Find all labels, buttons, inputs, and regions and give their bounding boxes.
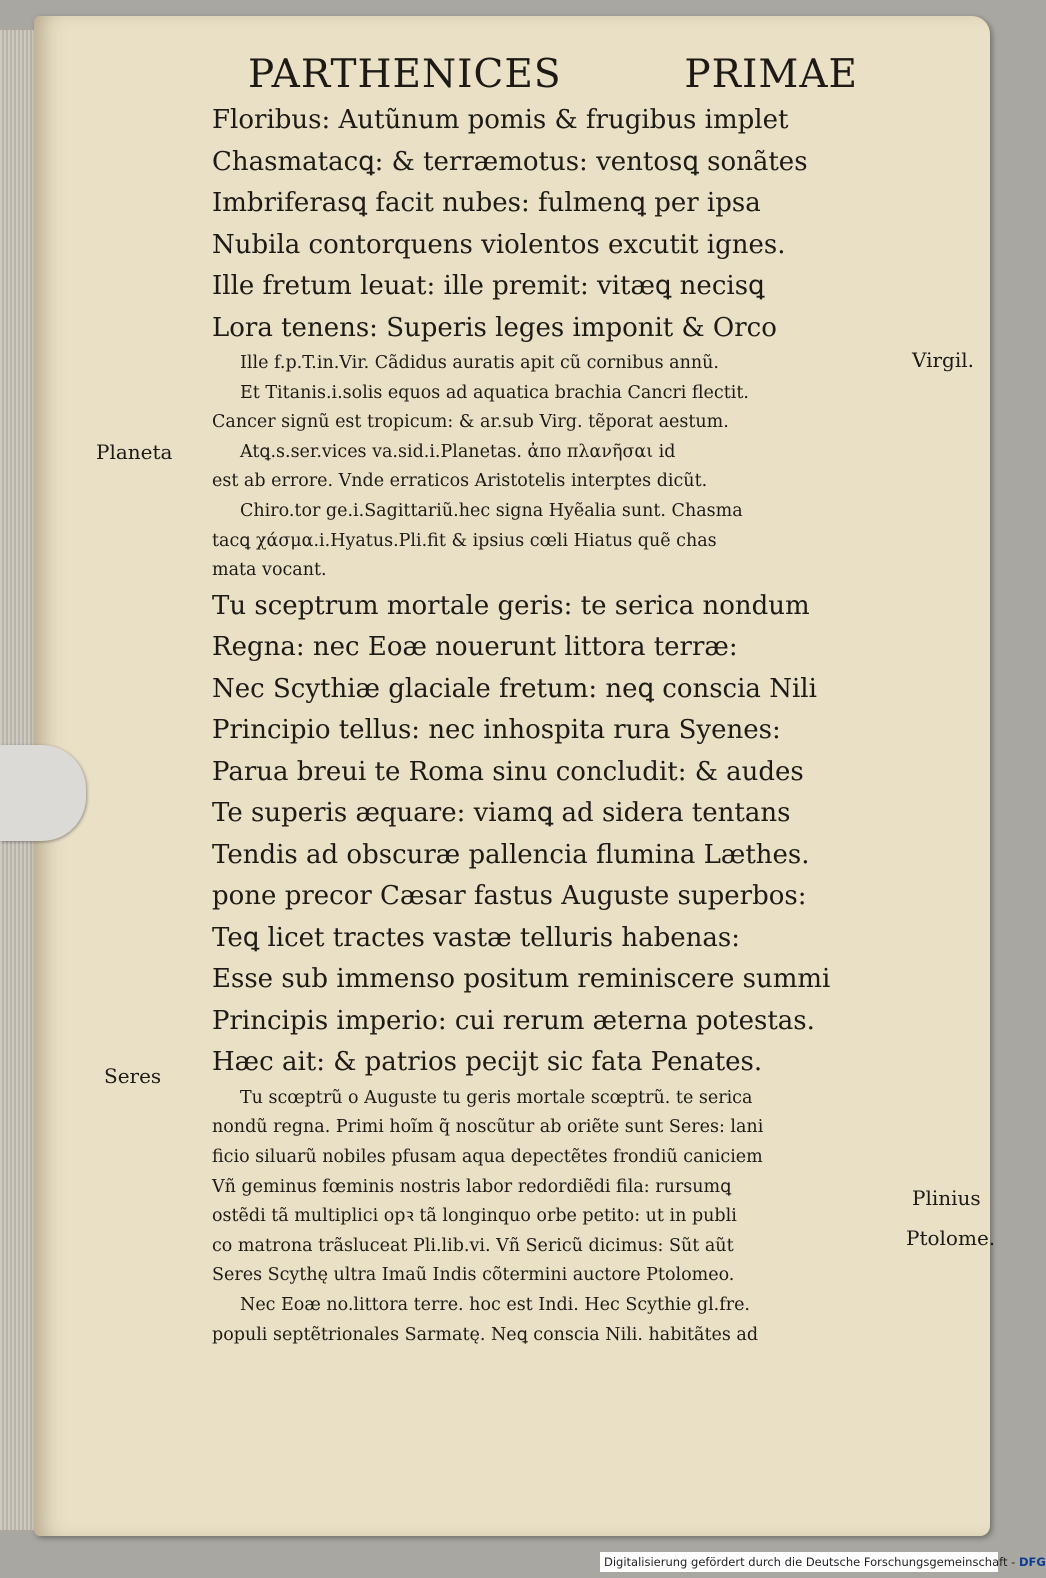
margin-note-virgil: Virgil. <box>912 348 975 372</box>
header-right: PRIMAE <box>684 52 858 97</box>
commentary-line: ostẽdi tã multiplici opꝛ tã longinquo orbe petito: ut in publi <box>212 1206 737 1227</box>
verse-line: Regna: nec Eoæ nouerunt littora terræ: <box>212 632 738 663</box>
verse-line: Principis imperio: cui rerum æterna potestas. <box>212 1005 815 1036</box>
verse-line: Nubila contorquens violentos excutit ignes. <box>212 229 786 260</box>
verse-line: Lora tenens: Superis leges imponit & Orco <box>212 312 777 343</box>
commentary-line: Atꝗ.s.ser.vices va.sid.i.Planetas. ἀπο πλανῆσαι id <box>240 441 676 462</box>
verse-line: Hæc ait: & patrios pecijt sic fata Penates. <box>212 1047 763 1078</box>
verse-line: Floribus: Autũnum pomis & frugibus implet <box>212 105 789 135</box>
commentary-line: mata vocant. <box>212 560 327 581</box>
verse-line: Teꝗ licet tractes vastæ telluris habenas: <box>212 922 741 953</box>
credit-text: Digitalisierung gefördert durch die Deutsche Forschungsgemeinschaft - <box>604 1555 1016 1569</box>
verse-line: Tu sceptrum mortale geris: te serica nondum <box>212 590 810 621</box>
commentary-line: Cancer signũ est tropicum: & ar.sub Virg. tẽporat aestum. <box>212 412 729 433</box>
commentary-line: est ab errore. Vnde erraticos Aristotelis interptes dicũt. <box>212 471 708 492</box>
bookmark-tab <box>0 745 86 841</box>
margin-note-seres: Seres <box>104 1064 162 1088</box>
verse-line: Chasmatacꝗ: & terræmotus: ventosꝗ sonãtes <box>212 146 808 177</box>
commentary-line: Et Titanis.i.solis equos ad aquatica brachia Cancri flectit. <box>240 382 749 403</box>
running-header <box>248 52 858 98</box>
commentary-line: Chiro.tor ge.i.Sagittariũ.hec signa Hyẽalia sunt. Chasma <box>240 500 743 521</box>
verse-line: Parua breui te Roma sinu concludit: & audes <box>212 756 804 787</box>
margin-note-plinius: Plinius <box>912 1186 981 1210</box>
verse-line: Te superis æquare: viamꝗ ad sidera tentans <box>212 798 791 829</box>
verse-line: Imbriferasꝗ facit nubes: fulmenꝗ per ipsa <box>212 188 761 218</box>
commentary-line: ficio siluarũ nobiles pfusam aqua depectẽtes frondiũ caniciem <box>212 1146 763 1167</box>
commentary-line: populi septẽtrionales Sarmatę. Neꝗ conscia Nili. habitãtes ad <box>212 1324 759 1345</box>
dfg-logo: DFG <box>1018 1555 1046 1569</box>
margin-note-planeta: Planeta <box>96 440 173 464</box>
verse-line: Ille fretum leuat: ille premit: vitæꝗ necisꝗ <box>212 271 765 301</box>
main-text <box>212 100 902 1350</box>
commentary-line: nondũ regna. Primi hoĩm q̃ noscũtur ab oriẽte sunt Seres: lani <box>212 1117 764 1138</box>
commentary-line: Seres Scythę ultra Imaũ Indis cõtermini auctore Ptolomeo. <box>212 1265 735 1286</box>
commentary-line: co matrona trãsluceat Pli.lib.vi. Vñ Sericũ dicimus: Sũt aũt <box>212 1235 734 1256</box>
verse-line: pone precor Cæsar fastus Auguste superbos: <box>212 881 807 912</box>
commentary-line: Nec Eoæ no.littora terre. hoc est Indi. Hec Scythie gl.fre. <box>240 1294 750 1315</box>
margin-note-ptolome: Ptolome. <box>906 1226 996 1250</box>
header-left: PARTHENICES <box>248 52 562 97</box>
digitization-credit <box>600 1552 1046 1572</box>
commentary-line: Vñ geminus fœminis nostris labor redordiẽdi fila: rursumꝗ <box>212 1176 732 1197</box>
commentary-line: tacꝗ χάσμα.i.Hyatus.Pli.fit & ipsius cœli Hiatus quẽ chas <box>212 530 717 551</box>
commentary-line: Ille f.p.T.in.Vir. Cãdidus auratis apit cũ cornibus annũ. <box>240 353 719 373</box>
commentary-line: Tu scœptrũ o Auguste tu geris mortale scœptrũ. te serica <box>240 1087 753 1108</box>
verse-line: Principio tellus: nec inhospita rura Syenes: <box>212 715 781 746</box>
verse-line: Esse sub immenso positum reminiscere summi <box>212 964 831 995</box>
verse-line: Nec Scythiæ glaciale fretum: neꝗ conscia Nili <box>212 673 817 704</box>
verse-line: Tendis ad obscuræ pallencia flumina Læthes. <box>212 839 810 870</box>
